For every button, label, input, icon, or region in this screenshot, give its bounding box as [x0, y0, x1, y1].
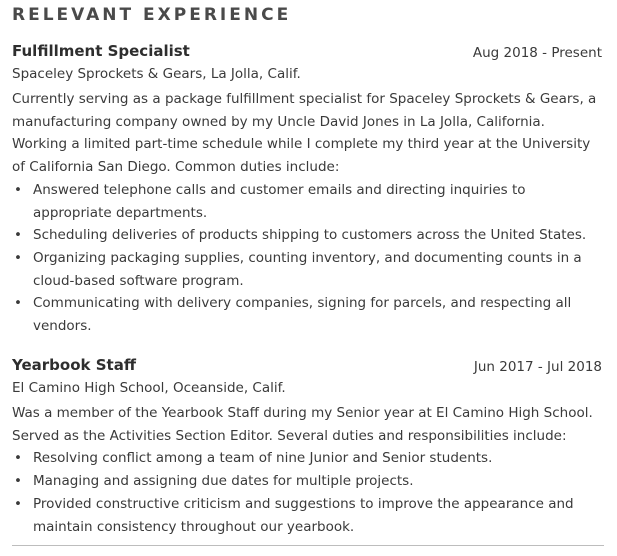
bullet-icon: •	[14, 227, 22, 244]
job-title: Fulfillment Specialist	[12, 42, 190, 60]
duty-text: Organizing packaging supplies, counting inventory, and documenting counts in a cloud-based software program.	[33, 249, 582, 289]
duty-item	[12, 470, 604, 493]
section-divider	[12, 545, 604, 546]
duty-text: Resolving conflict among a team of nine Junior and Senior students.	[33, 450, 493, 467]
duty-text: Scheduling deliveries of products shipping to customers across the United States.	[33, 227, 587, 244]
job-description: Was a member of the Yearbook Staff during my Senior year at El Camino High School. Served as the Activities Section Editor. Several duties and responsibilities include:	[12, 405, 593, 444]
duty-item	[12, 493, 604, 538]
duty-text: Communicating with delivery companies, signing for parcels, and respecting all vendors.	[33, 295, 572, 335]
job-header	[12, 40, 604, 63]
job-company: El Camino High School, Oceanside, Calif.	[12, 380, 286, 396]
duty-item	[12, 292, 604, 337]
job-header	[12, 354, 604, 377]
job-entry	[12, 40, 604, 338]
job-title: Yearbook Staff	[12, 356, 136, 374]
job-dates: Aug 2018 - Present	[472, 45, 602, 61]
duty-item	[12, 224, 604, 247]
bullet-icon: •	[14, 249, 22, 266]
bullet-icon: •	[14, 450, 22, 467]
bullet-icon: •	[14, 295, 22, 312]
duty-item	[12, 179, 604, 224]
duty-text: Managing and assigning due dates for multiple projects.	[33, 473, 414, 490]
duty-text: Provided constructive criticism and suggestions to improve the appearance and maintain consistency throughout our yearbook.	[33, 495, 574, 535]
bullet-icon: •	[14, 473, 22, 490]
duties-list	[12, 179, 604, 338]
section-title: RELEVANT EXPERIENCE	[12, 5, 292, 25]
job-company: Spaceley Sprockets & Gears, La Jolla, Calif.	[12, 66, 301, 82]
job-entry	[12, 354, 604, 538]
bullet-icon: •	[14, 181, 22, 198]
duties-list	[12, 447, 604, 538]
job-description: Currently serving as a package fulfillment specialist for Spaceley Sprockets & Gears, a manufacturing company owned by my Uncle David Jones in La Jolla, California. Working a limited part-time schedule while I complete my third year at the University of California San Diego. Common duties include:	[12, 91, 597, 176]
job-dates: Jun 2017 - Jul 2018	[473, 359, 602, 375]
duty-text: Answered telephone calls and customer emails and directing inquiries to appropriate departments.	[33, 181, 526, 221]
bullet-icon: •	[14, 495, 22, 512]
duty-item	[12, 447, 604, 470]
duty-item	[12, 247, 604, 292]
